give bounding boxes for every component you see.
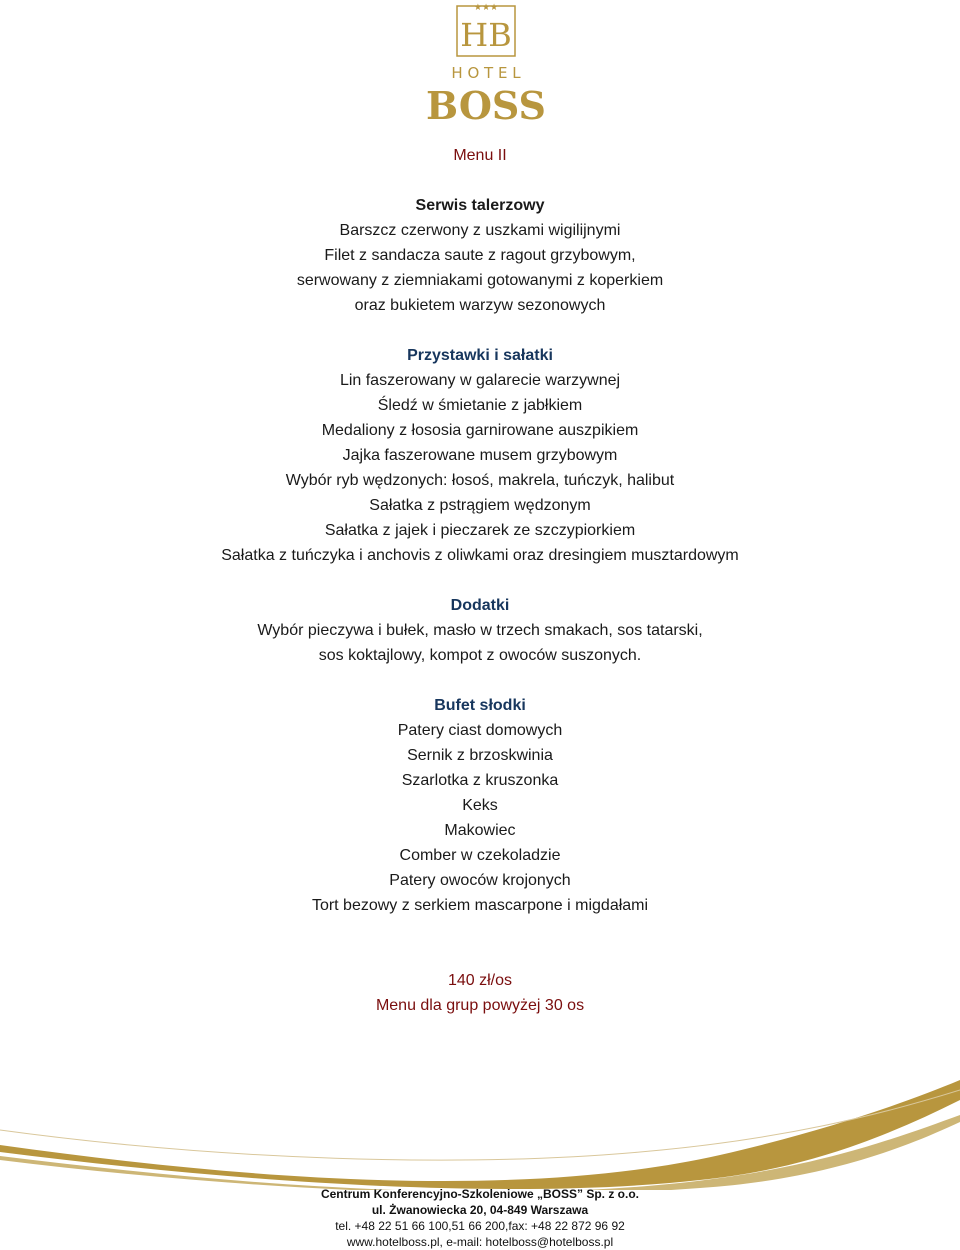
section-heading: Przystawki i sałatki (407, 347, 553, 364)
menu-item: serwowany z ziemniakami gotowanymi z koperkiem (296, 272, 664, 289)
section-heading: Bufet słodki (434, 697, 526, 714)
footer-address: ul. Żwanowiecka 20, 04-849 Warszawa (371, 1203, 589, 1217)
section-bufet (0, 693, 960, 918)
menu-item: Śledź w śmietanie z jabłkiem (377, 397, 583, 414)
section-heading: Dodatki (450, 597, 510, 614)
menu-item: Makowiec (444, 822, 516, 839)
footer-company: Centrum Konferencyjno-Szkoleniowe „BOSS” Sp. z o.o. (320, 1187, 640, 1201)
menu-title: Menu II (453, 147, 507, 164)
section-przystawki (0, 343, 960, 568)
footer-web: www.hotelboss.pl, e-mail: hotelboss@hotelboss.pl (346, 1235, 614, 1249)
menu-item: Tort bezowy z serkiem mascarpone i migdałami (311, 897, 649, 914)
menu-item: oraz bukietem warzyw sezonowych (354, 297, 606, 314)
menu-item: Sałatka z tuńczyka i anchovis z oliwkami oraz dresingiem musztardowym (221, 547, 739, 564)
price: 140 zł/os (447, 972, 513, 989)
menu-item: Sałatka z pstrągiem wędzonym (369, 497, 591, 514)
menu-item: Jajka faszerowane musem grzybowym (342, 447, 618, 464)
logo-word-hotel: H O T E L (451, 64, 521, 82)
menu-item: Szarlotka z kruszonka (401, 772, 559, 789)
menu-item: Filet z sandacza saute z ragout grzybowym, (324, 247, 636, 264)
menu-item: Wybór ryb wędzonych: łosoś, makrela, tuńczyk, halibut (285, 472, 675, 489)
price-block (0, 968, 960, 1018)
footer (0, 1186, 960, 1250)
menu-content (0, 143, 960, 1018)
price-note: Menu dla grup powyżej 30 os (375, 997, 585, 1014)
menu-item: Patery owoców krojonych (389, 872, 571, 889)
logo-mark-icon (400, 0, 560, 130)
menu-item: Patery ciast domowych (397, 722, 563, 739)
menu-item: Keks (462, 797, 498, 814)
section-dodatki (0, 593, 960, 668)
footer-phone: tel. +48 22 51 66 100,51 66 200,fax: +48 22 872 96 92 (335, 1219, 625, 1233)
menu-item: Lin faszerowany w galarecie warzywnej (339, 372, 621, 389)
menu-item: Medaliony z łososia garnirowane auszpikiem (321, 422, 639, 439)
menu-item: Comber w czekoladzie (399, 847, 561, 864)
hotel-logo (0, 0, 960, 130)
menu-item: sos koktajlowy, kompot z owoców suszonych. (318, 647, 642, 664)
menu-item: Wybór pieczywa i bułek, masło w trzech smakach, sos tatarski, (257, 622, 703, 639)
menu-item: Sałatka z jajek i pieczarek ze szczypiorkiem (324, 522, 636, 539)
logo-monogram: HB (460, 16, 512, 54)
menu-item: Barszcz czerwony z uszkami wigilijnymi (339, 222, 621, 239)
menu-item: Sernik z brzoskwinia (407, 747, 553, 764)
section-serwis (0, 193, 960, 318)
footer-wave-decoration (0, 1060, 960, 1190)
section-heading: Serwis talerzowy (415, 197, 545, 214)
logo-stars: ★★★ (473, 3, 499, 13)
logo-word-boss: BOSS (426, 83, 546, 128)
